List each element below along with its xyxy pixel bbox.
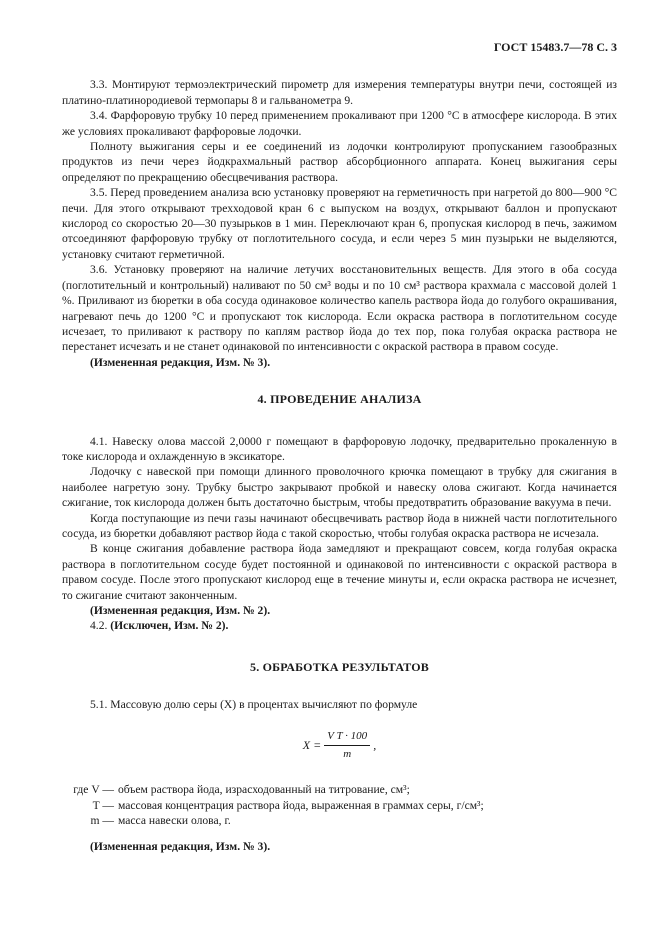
formula-fraction [324, 729, 370, 763]
definition-row [62, 798, 617, 813]
section-5-title: 5. ОБРАБОТКА РЕЗУЛЬТАТОВ [250, 659, 429, 674]
paragraph-3-3: 3.3. Монтируют термоэлектрический пирометр для измерения температуры внутри печи, состоящей из платино-платинородиевой термопары 8 и гальванометра 9. [62, 78, 617, 107]
definition-text: масса навески олова, г. [118, 814, 231, 828]
formula-lhs: X = [302, 737, 322, 752]
formula-tail: , [373, 737, 377, 752]
paragraph-3-5: 3.5. Перед проведением анализа всю установку проверяют на герметичность при нагретой до 800—900 °С печи. Для этого открывают трехходовой кран 6 с выпуском на воздух, открывают баллон и пропускают кислород со скоростью 20—30 пузырьков в 1 мин. Переключают кран 6, пропуская кислород в печь, зажимом отсоединяют фарфоровую трубку от поглотительного сосуда, и если через 5 мин пузырьки не выделяются, установку считают герметичной. [62, 186, 617, 261]
variable-definitions [62, 782, 617, 828]
clause-number: 4.2. [90, 619, 108, 633]
amendment-note: (Измененная редакция, Изм. № 2). [90, 604, 271, 617]
definition-symbol: m — [90, 814, 114, 828]
paragraph-4-1: 4.1. Навеску олова массой 2,0000 г помещают в фарфоровую лодочку, предварительно прокаленную в токе кислорода и охлажденную в эксикаторе. [62, 434, 617, 463]
amendment-note: (Измененная редакция, Изм. № 3). [90, 355, 271, 369]
paragraphs-section4 [62, 434, 617, 634]
paragraph-gases: Когда поступающие из печи газы начинают обесцвечивать раствор йода в нижней части поглотительного сосуда, из бюретки добавляют раствор йода с такой скоростью, чтобы голубая окраска раствора не исчезала. [62, 511, 617, 540]
page-header: ГОСТ 15483.7—78 С. 3 [493, 40, 617, 54]
paragraph-3-4: 3.4. Фарфоровую трубку 10 перед применением прокаливают при 1200 °С в атмосфере кислорода. В этих же условиях прокаливают фарфоровые лодочки. [62, 109, 617, 138]
paragraph-4-2 [62, 618, 617, 633]
clause-excluded-note: (Исключен, Изм. № 2). [110, 619, 229, 633]
definition-row [62, 782, 617, 797]
definition-text: объем раствора йода, израсходованный на титрование, см³; [118, 783, 410, 797]
definition-row [62, 813, 617, 828]
paragraph-5-1: 5.1. Массовую долю серы (X) в процентах вычисляют по формуле [90, 698, 418, 712]
paragraph-burnout: Полноту выжигания серы и ее соединений из лодочки контролируют пропусканием газообразных продуктов из печи через йодкрахмальный раствор абсорбционного аппарата. Конец выжигания серы определяют по прекращению обесцвечивания раствора. [62, 140, 617, 184]
paragraphs-section3 [62, 77, 617, 370]
formula [62, 729, 617, 763]
formula-numerator: V T · 100 [324, 729, 370, 746]
section-4-title: 4. ПРОВЕДЕНИЕ АНАЛИЗА [257, 392, 422, 407]
definition-symbol: где V — [73, 783, 114, 797]
paragraph-3-6: 3.6. Установку проверяют на наличие летучих восстановительных веществ. Для этого в оба сосуда (поглотительный и контрольный) наливают по 50 см³ воды и по 10 см³ раствора крахмала с массовой долей 1 %. Приливают из бюретки в оба сосуда одинаковое количество капель раствора йода до голубого окрашивания, нагревают печь до 1200 °С и пропускают ток кислорода. Если окраска раствора в поглотительном сосуде исчезает, то приливают к раствору по каплям раствор йода до тех пор, пока голубая окраска раствора не перестанет исчезать и не станет одинаковой по интенсивности с окраской раствора в правом сосуде. [62, 263, 617, 354]
amendment-note: (Измененная редакция, Изм. № 3). [90, 839, 271, 853]
paragraph-boat: Лодочку с навеской при помощи длинного проволочного крючка помещают в трубку для сжигания в наиболее нагретую зону. Трубку быстро закрывают пробкой и навеску олова сжигают. Когда начинается сжигание, ток кислорода должен быть достаточно быстрым, чтобы предотвратить образование вакуума в печи. [62, 465, 617, 510]
definition-symbol: T — [92, 798, 114, 812]
paragraph-end-burning: В конце сжигания добавление раствора йода замедляют и прекращают совсем, когда голубая окраска раствора в поглотительном сосуде будет постоянной и одинаковой по интенсивности с окраской раствора в правом сосуде. После этого пропускают кислород еще в течение минуты и, если окраска раствора не исчезнет, то сжигание считают законченным. [62, 542, 617, 602]
formula-denominator: m [343, 748, 352, 761]
definition-text: массовая концентрация раствора йода, выраженная в граммах серы, г/см³; [118, 798, 484, 812]
